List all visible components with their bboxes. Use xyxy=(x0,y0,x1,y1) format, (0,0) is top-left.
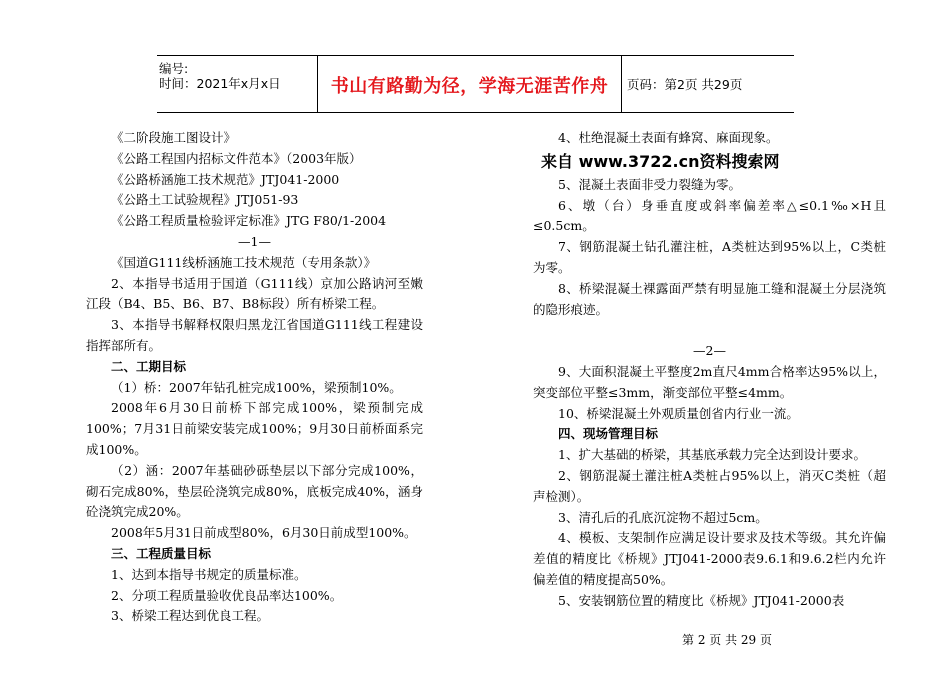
header-motto-cell xyxy=(317,56,622,112)
quality-item-7: 7、钢筋混凝土钻孔灌注桩，A类桩达到95%以上，C类桩为零。 xyxy=(533,239,886,275)
culvert-target-2008: 2008年5月31日前成型80%，6月30日前成型100%。 xyxy=(111,525,417,541)
reference-4: 《公路土工试验规程》JTJ051-93 xyxy=(111,192,299,208)
quality-item-6: 6、墩（台）身垂直度或斜率偏差率△≤0.1‰×H且≤0.5cm。 xyxy=(533,197,886,234)
reference-5: 《公路工程质量检验评定标准》JTG F80/1-2004 xyxy=(111,213,387,229)
quality-item-3: 3、桥梁工程达到优良工程。 xyxy=(111,608,269,624)
header-info-cell xyxy=(157,56,317,112)
page-footer: 第 2 页 共 29 页 xyxy=(682,633,772,647)
header-motto: 书山有路勤为径，学海无涯苦作舟 xyxy=(330,76,609,97)
reference-6: 《国道G111线桥涵施工技术规范（专用条款）》 xyxy=(111,254,377,270)
reference-3: 《公路桥涵施工技术规范》JTJ041-2000 xyxy=(111,171,340,187)
culvert-target-2007: （2）涵：2007年基础砂砾垫层以下部分完成100%，砌石完成80%，垫层砼浇筑完成80%，底板完成40%，涵身砼浇筑完成20%。 xyxy=(86,462,423,520)
document-header xyxy=(157,55,794,113)
scope-paragraph: 2、本指导书适用于国道（G111线）京加公路讷河至嫩江段（B4、B5、B6、B7、B8标段）所有桥梁工程。 xyxy=(86,275,423,312)
bridge-target-2007: （1）桥：2007年钻孔桩完成100%，梁预制10%。 xyxy=(111,379,402,395)
quality-item-1: 1、达到本指导书规定的质量标准。 xyxy=(111,566,307,582)
section-4-heading: 四、现场管理目标 xyxy=(558,426,659,442)
blank-line xyxy=(533,320,886,341)
page-mark-2: —2— xyxy=(693,343,726,359)
quality-item-9: 9、大面积混凝土平整度2m直尺4mm合格率达95%以上，突变部位平整≤3mm，渐变部位平整≤4mm。 xyxy=(533,363,886,400)
quality-item-10: 10、桥梁混凝土外观质量创省内行业一流。 xyxy=(558,405,799,421)
document-time-label: 时间：2021年x月x日 xyxy=(159,76,281,91)
section-3-heading: 三、工程质量目标 xyxy=(111,545,212,561)
document-number-label: 编号: xyxy=(159,61,189,76)
reference-1: 《二阶段施工图设计》 xyxy=(111,130,237,145)
section-2-heading: 二、工期目标 xyxy=(111,358,187,374)
page-mark-1: —1— xyxy=(238,233,271,249)
management-item-1: 1、扩大基础的桥梁，其基底承载力完全达到设计要求。 xyxy=(558,447,866,463)
header-page-cell xyxy=(621,56,794,112)
quality-item-2: 2、分项工程质量验收优良品率达100%。 xyxy=(111,587,343,603)
interpretation-paragraph: 3、本指导书解释权限归黑龙江省国道G111线工程建设指挥部所有。 xyxy=(86,317,423,353)
quality-item-5: 5、混凝土表面非受力裂缝为零。 xyxy=(558,176,741,192)
quality-item-4: 4、杜绝混凝土表面有蜂窝、麻面现象。 xyxy=(558,130,779,145)
reference-2: 《公路工程国内招标文件范本》（2003年版） xyxy=(111,150,362,166)
bridge-target-2008: 2008年6月30日前桥下部完成100%，梁预制完成100%；7月31日前梁安装完成100%；9月30日前桥面系完成100%。 xyxy=(86,400,423,457)
watermark-source-text: 来自 www.3722.cn资料搜索网 xyxy=(541,151,780,171)
management-item-2: 2、钢筋混凝土灌注桩A类桩占95%以上，消灭C类桩（超声检测）。 xyxy=(533,467,886,504)
header-page-number: 页码：第2页 共29页 xyxy=(627,77,743,92)
management-item-5: 5、安装钢筋位置的精度比《桥规》JTJ041-2000表 xyxy=(558,592,845,608)
management-item-4: 4、模板、支架制作应满足设计要求及技术等级。其允许偏差值的精度比《桥规》JTJ041-2000表9.6.1和9.6.2栏内允许偏差值的精度提高50%。 xyxy=(533,530,886,587)
management-item-3: 3、清孔后的孔底沉淀物不超过5cm。 xyxy=(558,509,768,525)
left-column xyxy=(86,128,423,627)
right-column xyxy=(533,128,886,612)
quality-item-8: 8、桥梁混凝土裸露面严禁有明显施工缝和混凝土分层浇筑的隐形痕迹。 xyxy=(533,280,886,317)
